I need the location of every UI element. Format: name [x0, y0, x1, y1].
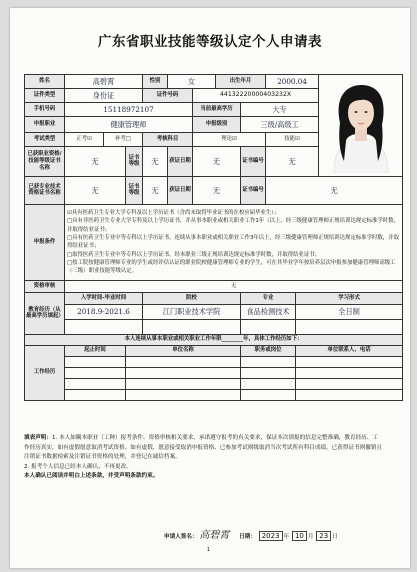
work-intro: 本人连续从事本职业或相关职业工作年限________年，具体工作经历如下：: [25, 334, 403, 345]
condition-item[interactable]: □具有非医药卫生专业大学专科及以上学历证书，并从事本职业或相关职业工作1年（以上，经三级健康管理师正规培训达规定标准学时数，并取得结业证书；: [67, 218, 399, 233]
education-value: 大专: [241, 102, 319, 117]
edu-row-empty: [65, 319, 143, 334]
portrait-photo: [320, 75, 402, 173]
cert-prev-label: 已获职业资格/技能等级证书名称: [25, 147, 65, 177]
work-row-empty: [296, 356, 403, 367]
declaration-confirm: 本人确认已阅读并明白上述条款，并受声明条款约束。: [24, 473, 159, 480]
work-header-period: 起止时间: [65, 345, 126, 356]
work-row-empty: [241, 389, 296, 400]
cert-prev-level-label: 证书等级: [126, 147, 143, 177]
applicant-signature: 高碧霄: [199, 530, 230, 541]
work-row-empty: [126, 378, 241, 389]
gender-value: 女: [168, 75, 216, 89]
declaration-item: 1. 本人如瞒本职业（工种）报考条件、资格审核相关要求，承诺遵守报考的有关要求，保证本次填报的信息完整准确，教育经历、工作经历真实，如有虚假愿意取消考试资格、如有虚假、愿意接受取消申报资格、已参加考试则级取消当次考试所有科目成绩，已获得证书则撤销且注销证书数据检索及注销证书资格的处理，并登记在诚信档案。: [24, 435, 383, 461]
edu-row-major: 食品检测技术: [241, 304, 296, 319]
cert-prev-no-value: 无: [266, 147, 319, 177]
year-value: 2023: [259, 531, 283, 541]
form-title: 广东省职业技能等级认定个人申请表: [98, 34, 322, 50]
month-value: 10: [292, 531, 307, 541]
exam-type-label: 考试类型: [25, 133, 65, 147]
cert-prev-level-value: 无: [143, 147, 168, 177]
edu-exp-label: 教育经历（从最高学历填起）: [25, 292, 65, 334]
edu-header-mode: 学习形式: [296, 292, 403, 304]
gender-label: 性别: [143, 75, 168, 89]
birth-value: 2000.04: [266, 75, 319, 89]
name-label: 姓名: [25, 75, 65, 89]
cert-prev-no-label: 证书编号: [241, 147, 266, 177]
condition-item[interactable]: □取得医药卫生专业中等专科以上学历证书，经本职业三级正规培训达规定标准学时数，并取得结业证书；: [67, 251, 321, 258]
remarks-label: 资格审核: [25, 280, 65, 292]
name-value: 高碧霄: [65, 75, 143, 89]
cert-prof-date-value: 无: [193, 176, 241, 204]
cert-prof-no-value: 无: [266, 176, 403, 204]
education-label: 当前最高学历: [193, 102, 241, 117]
cert-prof-no-label: 证书编号: [241, 176, 266, 204]
work-header-company: 单位名称: [126, 345, 241, 356]
work-row-empty: [65, 356, 126, 367]
condition-item[interactable]: □具有医药卫生专业中等专科以上学历证书，连续从事本职业或相关职业工作3年以上，经三级健康管理师正规培训达规定标准学时数，并取得结业证书；: [67, 234, 399, 250]
day-value: 23: [316, 531, 331, 541]
work-row-empty: [296, 378, 403, 389]
edu-row-mode: 全日制: [296, 304, 403, 319]
year-unit: 年: [283, 534, 290, 540]
cert-prof-date-label: 获证日期: [168, 176, 193, 204]
work-row-empty: [126, 367, 241, 378]
conditions-list: [65, 204, 403, 280]
declaration-item: 2. 报考个人信息已经本人确认，不再更改。: [24, 463, 132, 470]
condition-item[interactable]: □按工院按健康管理师专业的学生或经评估认证的职业院校健康管理师专业的学生，可在其毕业学年按培养层次申报参加健康管理师高级工（三级）职业技能等级认定。: [67, 260, 396, 275]
edu-row-empty: [296, 319, 403, 334]
exam-option-makeup[interactable]: 补考□: [104, 133, 143, 147]
birth-label: 出生年月: [216, 75, 266, 89]
work-header-contact: 单位联系人、电话: [296, 345, 403, 356]
cert-prof-level-value: 无: [143, 176, 168, 204]
cert-prev-date-value: 无: [193, 147, 241, 177]
subject-option-theory[interactable]: 理论☑: [193, 133, 266, 147]
occupation-label: 申报职业: [25, 117, 65, 133]
id-photo: [319, 75, 403, 177]
work-exp-label: 工作经历: [25, 345, 65, 400]
work-row-empty: [296, 389, 403, 400]
month-unit: 月: [307, 534, 314, 540]
application-table: [24, 74, 403, 401]
work-row-empty: [65, 367, 126, 378]
work-header-position: 职务或岗位: [241, 345, 296, 356]
cert-prof-value: 无: [65, 176, 126, 204]
work-row-empty: [241, 356, 296, 367]
work-row-empty: [65, 389, 126, 400]
cert-prev-date-label: 获证日期: [168, 147, 193, 177]
edu-row-empty: [143, 319, 241, 334]
exam-option-regular[interactable]: 正考☑: [65, 133, 104, 147]
phone-label: 手机号码: [25, 102, 65, 117]
date-label: 日期：: [239, 534, 256, 540]
work-row-empty: [241, 367, 296, 378]
edu-row-period: 2018.9-2021.6: [65, 304, 143, 319]
work-row-empty: [126, 356, 241, 367]
id-type-label: 证件类型: [25, 88, 65, 102]
edu-header-period: 入学时间-毕业时间: [65, 292, 143, 304]
work-row-empty: [65, 378, 126, 389]
edu-row-empty: [241, 319, 296, 334]
signature-row: [24, 526, 382, 541]
declaration: [24, 434, 382, 482]
subject-option-skill[interactable]: 技能☑: [266, 133, 319, 147]
cert-prof-label: 已获专业技术资格证书名称: [25, 176, 65, 204]
occupation-value: 健康管理师: [65, 117, 193, 133]
phone-value: 15118972107: [65, 102, 193, 117]
cert-prev-value: 无: [65, 147, 126, 177]
subjects-label: 考核科目: [143, 133, 193, 147]
conditions-label: 申报条件: [25, 204, 65, 280]
id-no-label: 证件号码: [143, 88, 193, 102]
work-row-empty: [296, 367, 403, 378]
day-unit: 日: [332, 534, 338, 540]
cert-prof-level-label: 证书等级: [126, 176, 143, 204]
work-row-empty: [241, 378, 296, 389]
remarks-value: 无: [65, 280, 403, 292]
id-no-value: 44132220000403232X: [193, 88, 319, 102]
condition-item[interactable]: ☑具有医药卫生专业大学专科及以上学历证书（含尚未取得毕业证书的在校应届毕业生）；: [67, 209, 280, 216]
edu-header-major: 专业: [241, 292, 296, 304]
work-row-empty: [126, 389, 241, 400]
signature-label: 申请人签名：: [164, 534, 198, 540]
edu-row-school: 江门职业技术学院: [143, 304, 241, 319]
declaration-title: 填表声明：: [24, 435, 52, 441]
level-label: 申报级别: [193, 117, 241, 133]
id-type-value: 身份证: [65, 88, 143, 102]
level-value: 三级/高级工: [241, 117, 319, 133]
page-number: 1: [206, 547, 211, 553]
edu-header-school: 院校: [143, 292, 241, 304]
